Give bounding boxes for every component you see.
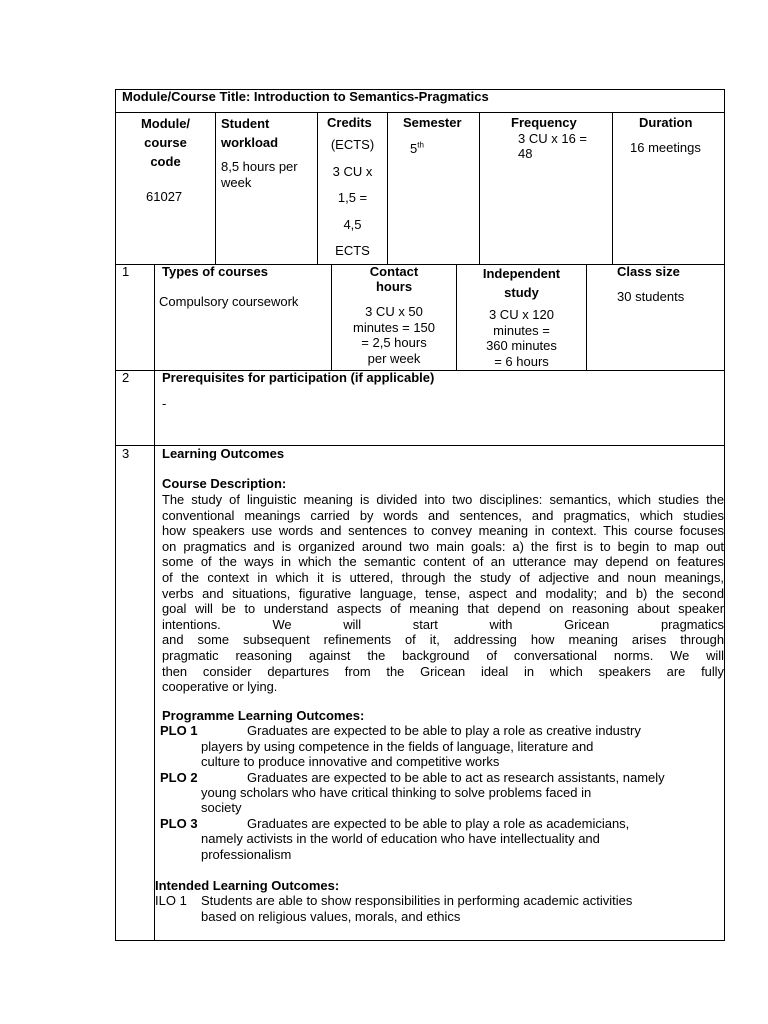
row-number: 3 [122,446,130,461]
independent-study-value: 3 CU x 120 minutes = 360 minutes = 6 hours [486,307,557,369]
plo-text: Graduates are expected to be able to play a role as academicians, [247,816,630,831]
duration-value: 16 meetings [630,140,701,155]
semester-value: 5th [410,140,424,156]
types-of-courses-label: Types of courses [162,264,268,279]
student-workload-value: 8,5 hours per week [221,159,298,190]
plo-text: Graduates are expected to be able to play a role as creative industry [247,723,641,738]
plo-text: society [201,800,242,815]
contact-hours-label: Contact hours [369,264,419,294]
row-number: 2 [122,370,130,385]
plo-text: culture to produce innovative and competitive works [201,754,500,769]
credits-value: (ECTS) 3 CU x 1,5 = 4,5 ECTS [330,137,375,258]
header-col-divider [612,112,613,264]
header-col-divider [215,112,216,264]
course-description-line: goal will be to understand aspects of meaning that depend on reasoning about speaker [162,601,724,617]
course-description-line: intentions. We will start with Gricean pragmatics [162,616,724,632]
plo-id: PLO 2 [160,770,198,785]
header-col-divider [387,112,388,264]
module-code-value: 61027 [146,189,183,204]
number-col-divider [154,264,155,941]
course-description-line: then consider departures from the Gricean ideal in which speakers are fully [162,663,724,679]
ilo-text: based on religious values, morals, and ethics [201,909,461,924]
course-description-line: verbs and situations, figurative language, tense, aspect and modality; and b) the second [162,585,724,601]
course-description-label: Course Description: [162,476,287,491]
prerequisites-value: - [162,396,167,411]
module-title: Module/Course Title: Introduction to Semantics-Pragmatics [122,89,489,104]
intended-learning-outcomes-label: Intended Learning Outcomes: [155,878,340,893]
plo-text: Graduates are expected to be able to act as research assistants, namely [247,770,665,785]
plo-text: professionalism [201,847,292,862]
class-size-value: 30 students [617,289,685,304]
row-number: 1 [122,264,130,279]
plo-id: PLO 3 [160,816,198,831]
course-description-line: cooperative or lying. [162,679,278,695]
course-description-line: conventional meanings carried by words and sentences, and pragmatics, which studies [162,507,724,523]
course-description-line: on pragmatics and is organized around two main goals: a) the first is to begin to map out [162,538,724,554]
frequency-label: Frequency [511,115,577,130]
table-border-right [724,89,725,941]
learning-outcomes-label: Learning Outcomes [162,446,285,461]
course-description-line: The study of linguistic meaning is divided into two disciplines: semantics, which studies the [162,492,724,507]
prerequisites-label: Prerequisites for participation (if applicable) [162,370,435,385]
course-description-line: how speakers use words and sentences to convey meaning in context. This course focuses [162,523,724,539]
header-col-divider [479,112,480,264]
independent-study-label: Independent study [482,266,561,300]
table-border-left [115,89,116,941]
plo-text: young scholars who have critical thinking to solve problems faced in [201,785,592,800]
table-border-bottom [115,940,725,941]
row1-col-divider [586,264,587,370]
student-workload-label: Student workload [221,116,279,150]
contact-hours-value: 3 CU x 50 minutes = 150 = 2,5 hours per week [352,304,436,366]
types-of-courses-value: Compulsory coursework [159,294,299,309]
plo-id: PLO 1 [160,723,198,738]
frequency-value: 3 CU x 16 = 48 [518,131,588,161]
course-description-line: of the context in which it is uttered, through the study of adjective and noun meanings, [162,570,724,585]
plo-text: players by using competence in the fields of language, literature and [201,739,594,754]
programme-learning-outcomes-label: Programme Learning Outcomes: [162,708,365,723]
module-code-label: Module/ course code [140,116,191,169]
ilo-text: Students are able to show responsibilities in performing academic activities [201,893,633,908]
course-description-line: and some subsequent refinements of it, addressing how meaning arises through [162,632,724,648]
course-description-line: pragmatic reasoning against the background of conversational norms. We will [162,648,724,663]
course-description-line: some of the ways in which the semantic content of an utterance may depend on features [162,554,724,570]
title-row-divider [115,112,725,113]
semester-label: Semester [403,115,462,130]
class-size-label: Class size [617,264,680,279]
credits-label: Credits [327,115,372,130]
duration-label: Duration [639,115,693,130]
plo-text: namely activists in the world of education who have intellectuality and [201,831,600,846]
ilo-id: ILO 1 [155,893,187,908]
